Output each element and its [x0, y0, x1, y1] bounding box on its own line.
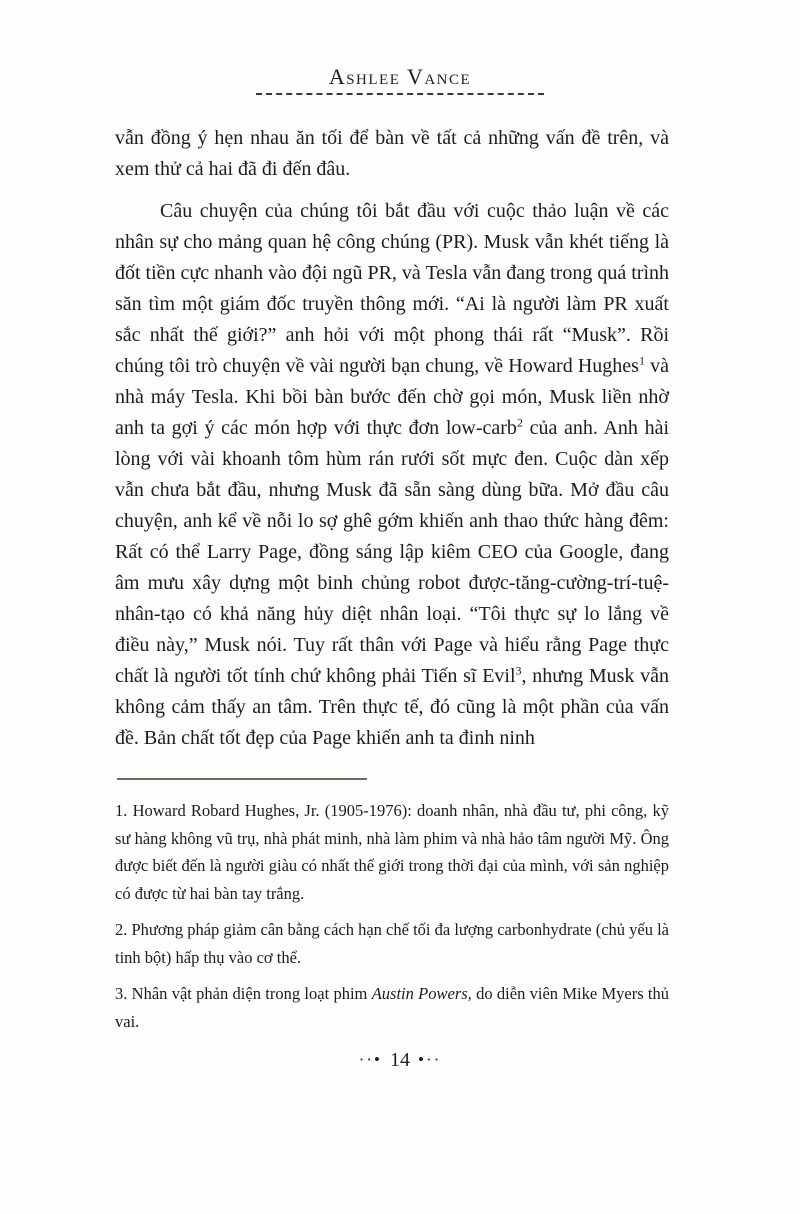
- paragraph-main: [115, 196, 669, 754]
- paragraph-text: , nhưng Musk vẫn không cảm thấy an tâm. Trên thực tế, đó cũng là một phần của vấn đề. Bản chất tốt đẹp của Page khiến anh ta đinh ninh: [115, 665, 669, 750]
- body-text: [115, 123, 669, 1035]
- work-title: Austin Powers,: [371, 984, 472, 1004]
- paragraph-text: Câu chuyện của chúng tôi bắt đầu với cuộc thảo luận về các nhân sự cho mảng quan hệ công chúng (PR). Musk vẫn khét tiếng là đốt tiền cực nhanh vào đội ngũ PR, và Tesla vẫn đang trong quá trình săn tìm một giám đốc truyền thông mới. “Ai là người làm PR xuất sắc nhất thế giới?” anh hỏi với một phong thái rất “Musk”. Rồi chúng tôi trò chuyện về vài người bạn chung, về Howard Hughes: [115, 200, 669, 378]
- header-dashed-rule: [256, 93, 544, 95]
- paragraph-text: của anh. Anh hài lòng với vài khoanh tôm hùm rán rưới sốt mực đen. Cuộc dàn xếp vẫn chưa bắt đầu, nhưng Musk đã sẵn sàng dùng bữa. Mở đầu câu chuyện, anh kể về nỗi lo sợ ghê gớm khiến anh thao thức hàng đêm: Rất có thể Larry Page, đồng sáng lập kiêm CEO của Google, đang âm mưu xây dựng một binh chủng robot được-tăng-cường-trí-tuệ-nhân-tạo có khả năng hủy diệt nhân loại. “Tôi thực sự lo lắng về điều này,” Musk nói. Tuy rất thân với Page và hiểu rằng Page thực chất là người tốt tính chứ không phải Tiến sĩ Evil: [115, 417, 670, 688]
- running-header: [0, 64, 800, 95]
- footnote-ref-1: 1: [638, 353, 645, 368]
- author-name: Ashlee Vance: [328, 64, 472, 89]
- footnotes-section: [115, 778, 669, 1035]
- page-number-ornament-left: ··•: [358, 1050, 382, 1070]
- footnote-ref-2: 2: [516, 415, 523, 430]
- footnote-text: 3. Nhân vật phản diện trong loạt phim: [115, 984, 372, 1004]
- footnote-2: 2. Phương pháp giảm cân bằng cách hạn chế tối đa lượng carbonhydrate (chủ yếu là tinh bột) hấp thụ vào cơ thể.: [115, 920, 669, 967]
- page-footer: [0, 1049, 800, 1072]
- footnote-1: 1. Howard Robard Hughes, Jr. (1905-1976): doanh nhân, nhà đầu tư, phi công, kỹ sư hàng không vũ trụ, nhà phát minh, nhà làm phim và nhà hảo tâm người Mỹ. Ông được biết đến là người giàu có nhất thế giới trong thời đại của mình, với sản nghiệp có được từ hai bàn tay trắng.: [115, 801, 669, 903]
- paragraph-text: vẫn đồng ý hẹn nhau ăn tối để bàn về tất cả những vấn đề trên, và xem thử cả hai đã đi đến đâu.: [115, 127, 669, 181]
- footnote-separator-rule: [117, 778, 367, 780]
- page-number-ornament-right: •··: [418, 1050, 442, 1070]
- paragraph-continuation: [115, 123, 669, 185]
- page-number: 14: [390, 1049, 410, 1072]
- footnote-3: [115, 980, 669, 1035]
- footnote-text: do diễn viên Mike Myers thủ vai.: [115, 984, 670, 1031]
- paragraph-text: và nhà máy Tesla. Khi bồi bàn bước đến chờ gọi món, Musk liền nhờ anh ta gợi ý các món hợp với thực đơn low-carb: [115, 355, 669, 440]
- footnote-ref-3: 3: [515, 663, 522, 678]
